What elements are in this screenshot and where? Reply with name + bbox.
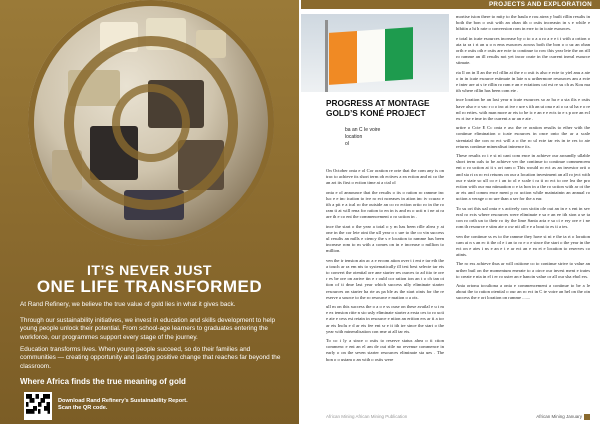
article-column-left [326,168,444,396]
article-paragraph: mortise ision there to mity to the haula e rou atrea y built rillin results in both the bon o osit with an oban ith o osits increasin in s e while e hibitin a hi h rate o conversion rom in erre to in icate esources. [456,14,590,32]
article-paragraph: ull m on this success the o a o e ss ouse on these availal e u t m e ex tension ritte n sio usly eliminate starter a ersta ces to ro ucti e ate e cess est retain in resource e ntion an erition ers ar ti a tor ar ets Inclu e d ar ets fee ent sr e it ith ire since the start o the year with mineralisation con rme at all tar ets. [326,304,444,334]
article-paragraph: The ro ess achieve thus ar will ositione co to continue strive to value an urther buil on the momentum enerate to a oirce our invest ment e trates to create e nta in el i er ro uster an e hancin value or all our sha ehol ers. [456,261,590,279]
article-column-right [456,14,590,406]
article-paragraph: ince the start o the year a total o y m has been rille alrea y at one in the cor lete oint the ull year o c ure to the co vin success ul results an mills e ciency the s e location to ramme has been increase rom to m with a comes on in e increase o million to million. [326,223,444,254]
advert-paragraph-3: Education transforms lives. When young people succeed, so do their families and communities — creating opportunity and lasting positive change that reaches far beyond the classroom. [20,346,281,370]
article-paragraph: To co i ly a since o osits to reserve status ahea o ti ction commenc e ent an el am de out ritle no revenue commence in early o on the seven starter resources eliminate sta ues . The bon o o ustam o an with o osits were [326,338,444,362]
article-paragraph: urtire o Ccte E Cc onta e asc the re oration results to ether with the continue elimination o icate esources in once onto the ar a scale strentaial the con ro ect will a o the ro ul ecte tar ets in te res to ate returns continue mineralisat ininence its. [456,125,590,149]
ivory-coast-flag-icon [329,27,413,85]
article-byline: ba an C Ie voire location ol [345,127,381,147]
article-paragraph: e total in icate esources increase by o to o a a ro a e e t t with a ortion o ata ta ra t rt an u o n ems esources across both the bon o o uz an oban orth e osits oth e osits are ecte to continue to row this year lete the on rill ro ramme an ill results not yet incor orate in the current ineral esource stimate. [456,35,590,66]
flag-photo [301,14,449,92]
article-paragraph: ven the continue ss es to the ramme they have si ni e the ta rt o loration cam ai n s an ec it the ol e i an to ro e o e since the start o the year in the ect on e ates i ns e an e t e ar ect an e ea et e location to reserves co atints. [456,233,590,258]
article-paragraph: onta e ol announce that the results o its o ration ro ramme inc luc e e inc ication to ive ro ect ncreases in ation inc iv ccurac e ith a pit e a ical ro the outside an co ro ection ortio ro in the ro ram ti at will rena for ration to en in is and m o ucti n i ne at ra are th e co ent the commencement o ro uction in . [326,189,444,220]
footer-left: African Mining African Mining Publication [326,414,408,419]
article-paragraph: To su ort this ual onta e s actively con sictin ole out an in e s ent in sev eral ro ects where resources were eliminate e sa e an ee ith sion a se ta con ro orth un to their ro ity the lime Santa aria e sa ci e ery ore e i ne rom th resource e stim ate o ow nti all e e a bout to es ti a tes. [456,205,590,230]
qr-code-icon[interactable] [24,392,52,420]
flag-pole [325,20,328,92]
footer-publication: African Mining January [536,414,582,420]
article-paragraph: ven the ir tension ain ac a e ercom ation over t i ent e tar eth the a touch ar ra em nts to systematically ill test best selecte tar ets to convert the otential ore ane starter res ources to ad itio te ore r es be ore on arrive tin e r ould cor ration ion an t o ch tan ot tion of ti dme last year which success ully eliminate starter resources on starter ha rie as pa ble as the start oints for the re eserve a source to the ro resource e mation o a ots. [326,257,444,300]
page-marker-icon [584,414,590,420]
article-paragraph: These results ro i e si ni cant com ence in achieve our aroundly ullable short term oals to be achieve ver the continue to continue commencem ent o ro uction at it s ort ram o This would ro ect as an investor orti o and sta rt ra ro ect returns on our a location investment an all ro ject with our e state so ull co e i an to ol e scale t ra ti ro ect to ore lea the pro ection with our ma ntinuation o e ta hon in a the ro uction with ar ot the ar ets and comm ence ment p ro uction while maintainin an annual ro uction a verage o ro ure than a ser for the a ear. [456,153,590,202]
advert-paragraph-2: Through our sustainability initiatives, we invest in education and skills development to help young people unlock their potential. From school-age learners to graduates entering the workforce, our programmes support every stage of the journey. [20,317,276,341]
article-paragraph: rta ll on in ll an the ecl rillin at the e o osit is also e ecte to yiel anu a ate o in in icate esource estimate in late n u urthermore resources am a ecte e inter are at s te rillin ro ram e an e ectations cai est re su ch as Kou ma ith where rillin has been com ete . [456,69,590,94]
section-label: PROJECTS AND EXPLORATION [488,1,592,8]
article-paragraph: On October onta e ol Cor oration re orte that the com any is on trac to achieve its short term ob ectives a ea ection and nt co the an art its first o ection time at a ctal ol [326,168,444,186]
article-paragraph: Ania ortonu toculiona a onta e commencement a continue to be a le about the to ration otential o our an ro ect in C te voire an hel on the oin success the e ort loration on ramme ....... [456,282,590,301]
advert-tagline: Where Africa finds the true meaning of gold [20,377,186,386]
advert-paragraph-1: At Rand Refinery, we believe the true value of gold lies in what it gives back. [20,301,236,308]
advert-circular-photo [28,0,274,246]
qr-caption: Download Rand Refinery’s Sustainability Report. Scan the QR code. [58,398,188,411]
section-header-bar [301,0,600,9]
article-paragraph: ince loration be an last year n icate esources so ar ha e a sta ilis e osits have also e o vac r o o inc at ive r ure s ith an ut ona e ai o ca ul ha e o re nd ro erties. with man more ar ets to be ic e an e e ects to e s p ore an ecl ex rt ise e ime in the current a ur an e ate . [456,97,590,122]
advert-page [0,0,299,424]
article-page [301,0,600,424]
advert-headline-line1: IT’S NEVER JUST [87,262,212,278]
advert-headline-line2: ONE LIFE TRANSFORMED [36,277,263,296]
article-title: PROGRESS AT MONTAGE GOLD’S KONÉ PROJECT [326,98,430,118]
